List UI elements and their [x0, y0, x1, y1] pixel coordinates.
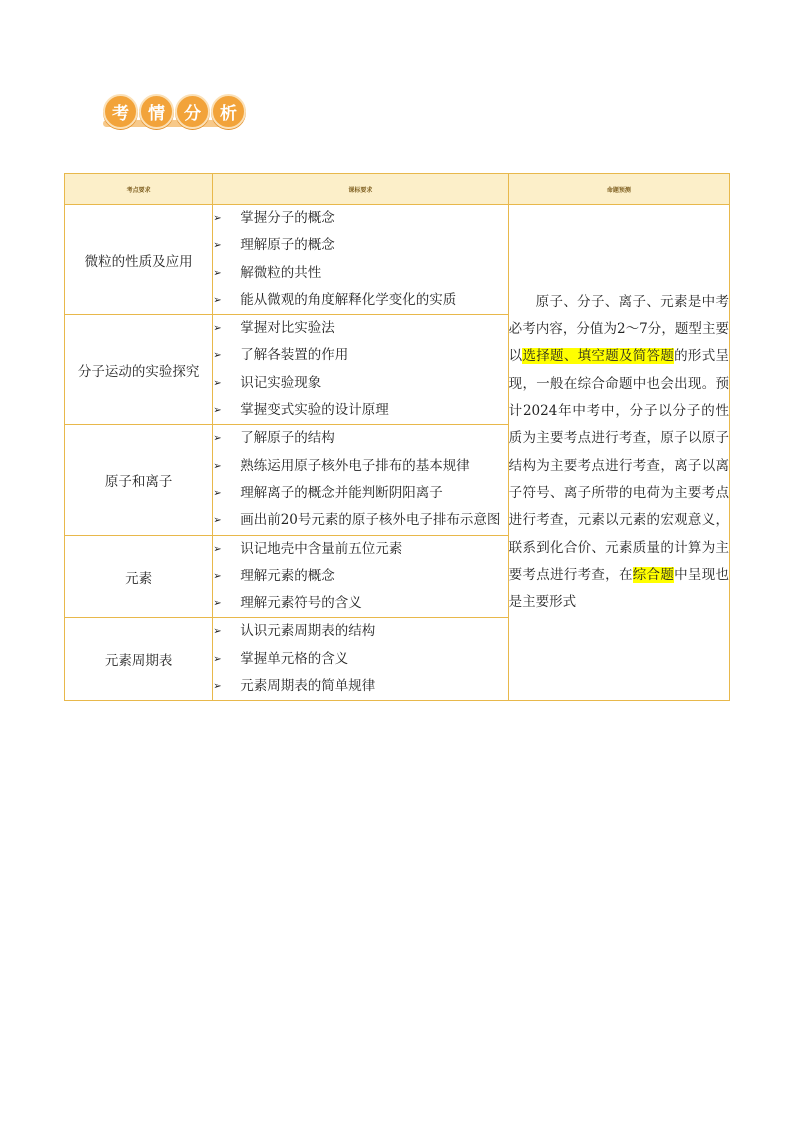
banner-char: 析 — [211, 94, 246, 129]
arrow-bullet-icon: ➢ — [213, 487, 222, 499]
arrow-bullet-icon: ➢ — [213, 377, 222, 389]
highlight-question-types: 选择题、填空题及简答题 — [522, 348, 675, 365]
goal-item: ➢ 理解离子的概念并能判断阴阳离子 — [213, 480, 507, 507]
table-header-row — [65, 174, 730, 205]
goal-item: ➢ 掌握对比实验法 — [213, 315, 507, 342]
goal-item: ➢ 熟练运用原子核外电子排布的基本规律 — [213, 453, 507, 480]
arrow-bullet-icon: ➢ — [213, 240, 222, 252]
goal-item: ➢ 掌握单元格的含义 — [213, 646, 507, 673]
goal-item: ➢ 理解元素符号的含义 — [213, 590, 507, 617]
goals-cell — [213, 618, 508, 701]
arrow-bullet-icon: ➢ — [213, 405, 222, 417]
prediction-cell — [508, 205, 729, 701]
arrow-bullet-icon: ➢ — [213, 460, 222, 472]
prediction-text: 原子、分子、离子、元素是中考必考内容，分值为2～7分，题型主要以选择题、填空题及简答题的形式呈现，一般在综合命题中也会出现。预计2024年中考中，分子以分子的性质为主要考点进行考查，原子以原子结构为主要考点进行考查，离子以离子符号、离子所带的电荷为主要考点进行考查，元素以元素的宏观意义，联系到化合价、元素质量的计算为主要考点进行考查，在综合题中呈现也是主要形式 — [508, 293, 730, 611]
arrow-bullet-icon: ➢ — [213, 515, 222, 527]
banner-char: 分 — [175, 94, 210, 129]
goals-cell — [213, 315, 508, 425]
arrow-bullet-icon: ➢ — [213, 543, 222, 555]
section-banner — [103, 94, 237, 134]
table-row — [65, 205, 730, 315]
goal-item: ➢ 识记实验现象 — [213, 370, 507, 397]
goal-item: ➢ 画出前20号元素的原子核外电子排布示意图 — [213, 507, 507, 534]
goal-item: ➢ 理解元素的概念 — [213, 563, 507, 590]
goal-item: ➢ 识记地壳中含量前五位元素 — [213, 536, 507, 563]
arrow-bullet-icon: ➢ — [213, 681, 222, 693]
arrow-bullet-icon: ➢ — [213, 598, 222, 610]
analysis-table — [64, 173, 730, 701]
banner-char: 考 — [103, 94, 138, 129]
goal-item: ➢ 理解原子的概念 — [213, 232, 507, 259]
arrow-bullet-icon: ➢ — [213, 294, 222, 306]
arrow-bullet-icon: ➢ — [213, 570, 222, 582]
arrow-bullet-icon: ➢ — [213, 350, 222, 362]
header-exam-points: 考点要求 — [65, 174, 213, 205]
topic-cell: 原子和离子 — [65, 425, 213, 535]
highlight-comprehensive: 综合题 — [632, 566, 675, 583]
arrow-bullet-icon: ➢ — [213, 213, 222, 224]
goal-item: ➢ 了解各装置的作用 — [213, 342, 507, 369]
goals-cell — [213, 425, 508, 535]
goal-item: ➢ 能从微观的角度解释化学变化的实质 — [213, 287, 507, 314]
arrow-bullet-icon: ➢ — [213, 626, 222, 638]
goal-item: ➢ 元素周期表的简单规律 — [213, 673, 507, 700]
header-prediction: 命题预测 — [508, 174, 729, 205]
arrow-bullet-icon: ➢ — [213, 267, 222, 279]
goals-cell — [213, 535, 508, 618]
arrow-bullet-icon: ➢ — [213, 653, 222, 665]
topic-cell: 微粒的性质及应用 — [65, 205, 213, 315]
goals-cell — [213, 205, 508, 315]
topic-cell: 元素周期表 — [65, 618, 213, 701]
topic-cell: 分子运动的实验探究 — [65, 315, 213, 425]
goal-item: ➢ 了解原子的结构 — [213, 425, 507, 452]
banner-char: 情 — [139, 94, 174, 129]
header-curriculum: 课标要求 — [213, 174, 508, 205]
goal-item: ➢ 解微粒的共性 — [213, 260, 507, 287]
goal-item: ➢ 认识元素周期表的结构 — [213, 618, 507, 645]
goal-item: ➢ 掌握变式实验的设计原理 — [213, 397, 507, 424]
arrow-bullet-icon: ➢ — [213, 323, 222, 335]
goal-item: ➢ 掌握分子的概念 — [213, 205, 507, 232]
topic-cell: 元素 — [65, 535, 213, 618]
arrow-bullet-icon: ➢ — [213, 433, 222, 445]
